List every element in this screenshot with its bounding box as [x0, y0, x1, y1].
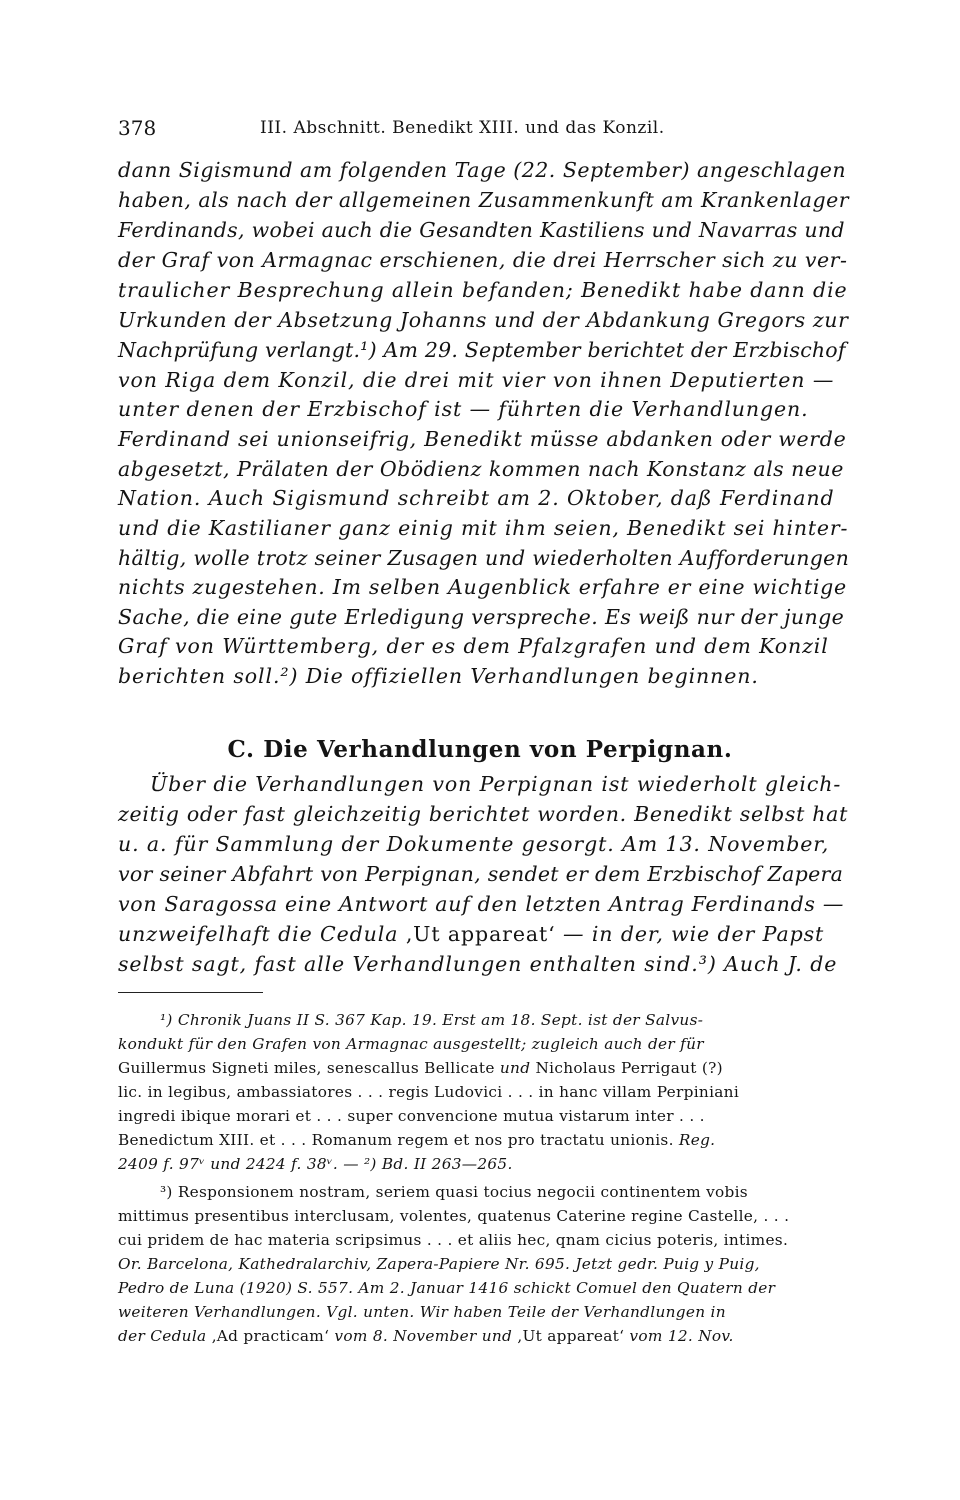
- text-line: Graf von Württemberg, der es dem Pfalzgrafen und dem Konzil: [118, 634, 829, 658]
- footnote-line: [118, 1327, 848, 1345]
- text-line: unter denen der Erzbischof ist — führten die Verhandlungen.: [118, 397, 809, 421]
- text-span: vom 8. November und: [329, 1327, 518, 1345]
- text-line: von Saragossa eine Antwort auf den letzten Antrag Ferdinands —: [118, 892, 845, 916]
- running-title: III. Abschnitt. Benedikt XIII. und das Konzil.: [260, 118, 665, 138]
- text-line: traulicher Besprechung allein befanden; Benedikt habe dann die: [118, 278, 848, 302]
- footnote-line: ¹) Chronik Juans II S. 367 Kap. 19. Erst am 18. Sept. ist der Salvus-: [160, 1011, 704, 1029]
- cedula-title: ‚Ut appareat‘: [517, 1327, 625, 1345]
- footnote-line: mittimus presentibus interclusam, volentes, quatenus Caterine regine Castelle, . . .: [118, 1207, 790, 1225]
- footnote-line: lic. in legibus, ambassiatores . . . regis Ludovici . . . in hanc villam Perpiniani: [118, 1083, 740, 1101]
- text-span: Reg.: [678, 1131, 716, 1149]
- text-line: Ferdinand sei unionseifrig, Benedikt müsse abdanken oder werde: [118, 427, 847, 451]
- text-span: vom 12. Nov.: [624, 1327, 734, 1345]
- text-line: abgesetzt, Prälaten der Obödienz kommen nach Konstanz als neue: [118, 457, 844, 481]
- text-span: unzweifelhaft die Cedula: [118, 922, 406, 946]
- text-span: Benedictum XIII. et . . . Romanum regem et nos pro tractatu unionis.: [118, 1131, 679, 1149]
- footnote-line: konduk​t für den Grafen von Armagnac ausgestellt; zugleich auch der für: [118, 1035, 704, 1053]
- text-line: Urkunden der Absetzung Johanns und der Abdankung Gregors zur: [118, 308, 849, 332]
- footnote-line: [118, 1059, 848, 1077]
- text-line: hältig, wolle trotz seiner Zusagen und wiederholten Aufforderungen: [118, 546, 850, 570]
- text-line: selbst sagt, fast alle Verhandlungen enthalten sind.³) Auch J. de: [118, 952, 838, 976]
- text-span: Nicholaus Perrigaut (?): [530, 1059, 723, 1077]
- footnote-line: weiteren Verhandlungen. Vgl. unten. Wir haben Teile der Verhandlungen in: [118, 1303, 726, 1321]
- text-line: von Riga dem Konzil, die drei mit vier von ihnen Deputierten —: [118, 368, 835, 392]
- text-line: dann Sigismund am folgenden Tage (22. September) angeschlagen: [118, 158, 847, 182]
- text-span: — in der, wie der Papst: [555, 922, 825, 946]
- text-line: nichts zugestehen. Im selben Augenblick erfahre er eine wichtige: [118, 575, 847, 599]
- text-span: Guillermus Signeti miles, senescallus Bellicate: [118, 1059, 500, 1077]
- text-line: u. a. für Sammlung der Dokumente gesorgt. Am 13. November,: [118, 832, 830, 856]
- page-header: [118, 116, 848, 144]
- text-line: Nachprüfung verlangt.¹) Am 29. September berichtet der Erzbischof: [118, 338, 846, 362]
- footnote-line: cui pridem de hac materia scripsimus . . . et aliis hec, qnam cicius poteris, intimes.: [118, 1231, 789, 1249]
- footnote-line: ingredi ibique morari et . . . super convencione mutua vistarum inter . . .: [118, 1107, 705, 1125]
- text-line: vor seiner Abfahrt von Perpignan, sendet er dem Erzbischof Zapera: [118, 862, 844, 886]
- text-span: der Cedula: [118, 1327, 212, 1345]
- cedula-title: ‚Ut appareat‘: [405, 922, 556, 946]
- text-line: zeitig oder fast gleichzeitig berichtet worden. Benedikt selbst hat: [118, 802, 849, 826]
- footnote-line: Or. Barcelona, Kathedralarchiv, Zapera-Papiere Nr. 695. Jetzt gedr. Puig y Puig,: [118, 1255, 760, 1273]
- text-line: Sache, die eine gute Erledigung verspreche. Es weiß nur der junge: [118, 605, 845, 629]
- text-line: haben, als nach der allgemeinen Zusammenkunft am Krankenlager: [118, 188, 850, 212]
- cedula-title: ‚Ad practicam‘: [211, 1327, 330, 1345]
- text-line: [118, 922, 848, 946]
- footnote-line: [118, 1131, 848, 1149]
- text-line: Ferdinands, wobei auch die Gesandten Kastiliens und Navarras und: [118, 218, 845, 242]
- text-line: Über die Verhandlungen von Perpignan ist wiederholt gleich-: [150, 772, 842, 796]
- text-line: und die Kastilianer ganz einig mit ihm seien, Benedikt sei hinter-: [118, 516, 849, 540]
- text-line: der Graf von Armagnac erschienen, die drei Herrscher sich zu ver-: [118, 248, 848, 272]
- footnote-line: ³) Responsionem nostram, seriem quasi tocius negocii continentem vobis: [160, 1183, 748, 1201]
- text-line: Nation. Auch Sigismund schreibt am 2. Oktober, daß Ferdinand: [118, 486, 835, 510]
- section-heading: C. Die Verhandlungen von Perpignan.: [227, 736, 733, 763]
- text-line: berichten soll.²) Die offiziellen Verhandlungen beginnen.: [118, 664, 759, 688]
- footnote-line: Pedro de Luna (1920) S. 557. Am 2. Januar 1416 schickt Comuel den Quatern der: [118, 1279, 776, 1297]
- text-span: und: [499, 1059, 531, 1077]
- footnote-separator: [118, 992, 263, 993]
- footnote-line: 2409 f. 97ᵛ und 2424 f. 38ᵛ. — ²) Bd. II 263—265.: [118, 1155, 513, 1173]
- page-number: 378: [118, 116, 157, 140]
